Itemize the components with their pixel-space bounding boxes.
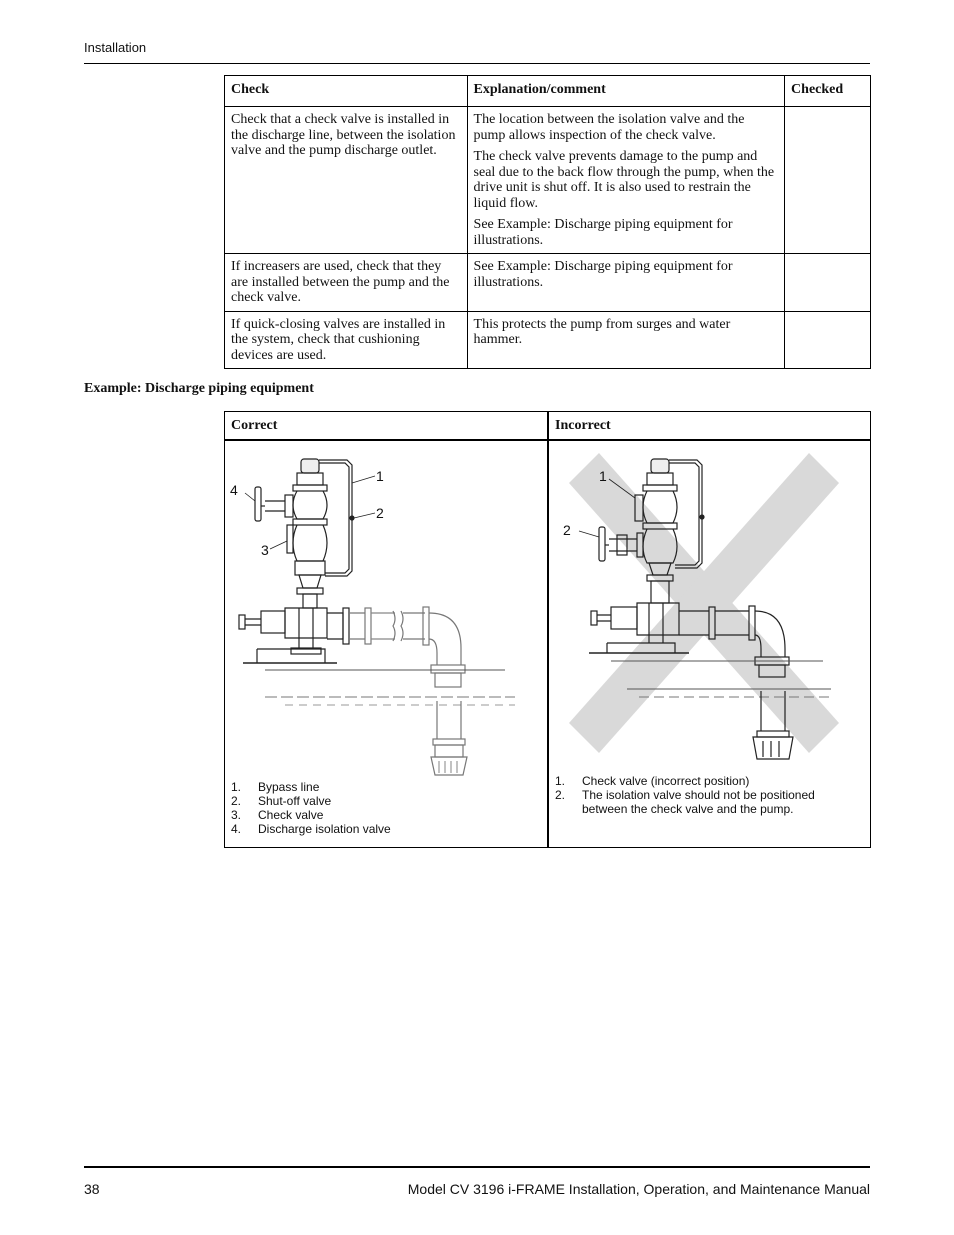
explanation-cell <box>467 311 785 369</box>
running-head: Installation <box>84 40 147 55</box>
legend-item: 1. Bypass line <box>231 780 320 794</box>
correct-piping-diagram <box>225 443 547 778</box>
callout-1: 1 <box>376 468 384 484</box>
incorrect-legend <box>555 774 855 816</box>
legend-item: 2. Shut-off valve <box>231 794 332 808</box>
checklist-table <box>224 75 871 369</box>
incorrect-column <box>549 412 870 847</box>
explanation-paragraph: The check valve prevents damage to the pump and seal due to the back flow through the pump, when the drive unit is shut off. It is also used to restrain the liquid flow. <box>473 149 775 211</box>
table-row <box>225 107 871 254</box>
correct-legend <box>231 780 391 836</box>
correct-title: Correct <box>225 412 547 441</box>
legend-item: 2. The isolation valve should not be positioned between the check valve and the pump. <box>555 788 815 816</box>
callout-2: 2 <box>563 522 571 538</box>
checked-cell[interactable] <box>785 254 871 312</box>
correct-column <box>225 412 549 847</box>
callout-2: 2 <box>376 505 384 521</box>
explanation-paragraph: See Example: Discharge piping equipment for illustrations. <box>473 217 733 248</box>
callout-4: 4 <box>230 482 238 498</box>
check-cell: Check that a check valve is installed in the discharge line, between the isolation valve and the pump discharge outlet. <box>225 107 468 254</box>
explanation-paragraph: This protects the pump from surges and water hammer. <box>473 316 731 347</box>
explanation-paragraph: The location between the isolation valve and the pump allows inspection of the check valve. <box>473 112 745 143</box>
legend-item: 3. Check valve <box>231 808 324 822</box>
legend-item: 4. Discharge isolation valve <box>231 822 391 836</box>
header-rule <box>84 63 870 64</box>
figure-table <box>224 411 871 848</box>
table-row <box>225 311 871 369</box>
checked-cell[interactable] <box>785 107 871 254</box>
column-header-check: Check <box>225 76 468 107</box>
example-heading: Example: Discharge piping equipment <box>84 381 314 396</box>
manual-title: Model CV 3196 i-FRAME Installation, Operation, and Maintenance Manual <box>407 1181 870 1197</box>
page-number: 38 <box>84 1181 100 1197</box>
incorrect-title: Incorrect <box>549 412 870 441</box>
checklist-header-row <box>225 76 871 107</box>
incorrect-cross-mark <box>569 453 839 753</box>
check-cell: If quick-closing valves are installed in the system, check that cushioning devices are used. <box>225 311 468 369</box>
column-header-checked: Checked <box>785 76 871 107</box>
callout-3: 3 <box>261 542 269 558</box>
callout-1: 1 <box>599 468 607 484</box>
legend-item: 1. Check valve (incorrect position) <box>555 774 750 788</box>
explanation-cell <box>467 254 785 312</box>
incorrect-piping-diagram <box>549 443 870 778</box>
footer-rule <box>84 1166 870 1168</box>
checked-cell[interactable] <box>785 311 871 369</box>
table-row <box>225 254 871 312</box>
column-header-explanation: Explanation/comment <box>467 76 785 107</box>
explanation-cell <box>467 107 785 254</box>
explanation-paragraph: See Example: Discharge piping equipment for illustrations. <box>473 259 733 290</box>
check-cell: If increasers are used, check that they are installed between the pump and the check valve. <box>225 254 468 312</box>
